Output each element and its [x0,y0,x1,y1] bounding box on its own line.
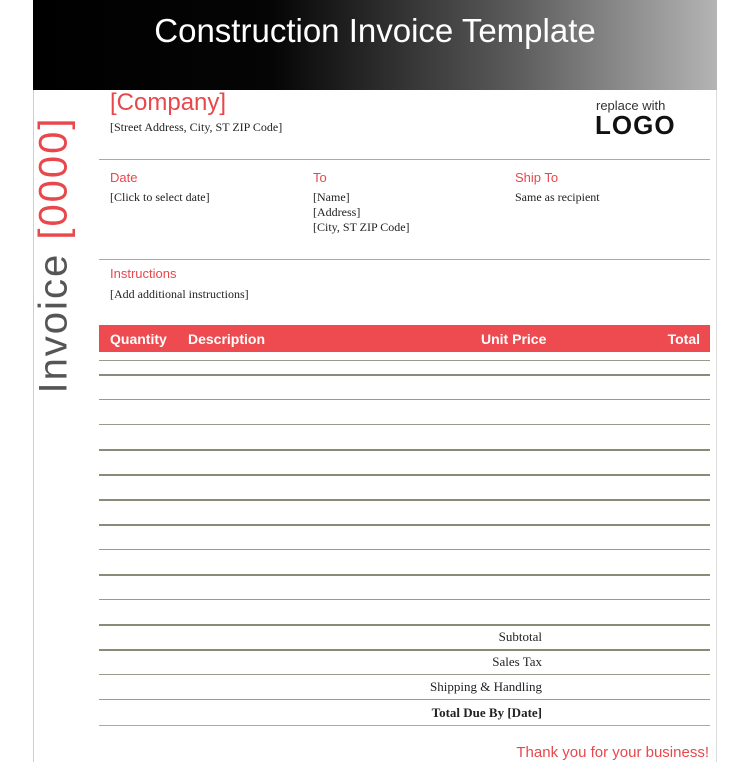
logo-placeholder[interactable]: LOGO [595,110,676,140]
table-row[interactable] [99,474,710,476]
company-name[interactable]: [Company] [110,89,227,116]
date-label: Date [110,170,138,185]
table-row[interactable] [99,599,710,600]
instructions-label: Instructions [110,266,177,281]
col-total: Total [667,331,700,347]
shipto-field[interactable]: Same as recipient [515,190,600,204]
table-row[interactable] [99,574,710,576]
instructions-field[interactable]: [Add additional instructions] [110,287,249,301]
sales-tax-row [99,674,710,675]
shipto-label: Ship To [515,170,559,185]
table-row[interactable] [99,499,710,501]
thank-you-note: Thank you for your business! [516,744,709,761]
invoice-number[interactable]: [0000] [31,116,76,240]
sales-tax-label: Sales Tax [492,654,542,669]
to-address[interactable]: [Address] [313,205,361,219]
col-description: Description [188,331,266,347]
table-row[interactable] [99,549,710,550]
title-banner [33,0,717,90]
col-quantity: Quantity [110,331,167,347]
shipping-row [99,699,710,700]
to-city[interactable]: [City, ST ZIP Code] [313,220,410,234]
table-row[interactable] [99,524,710,526]
header-divider [99,159,710,160]
items-table-header [99,325,710,352]
date-field[interactable]: [Click to select date] [110,190,210,204]
table-row[interactable] [99,449,710,451]
address-divider [99,259,710,260]
to-label: To [313,170,327,185]
subtotal-row [99,649,710,651]
invoice-word: Invoice [31,252,76,394]
logo-placeholder-caption: replace with [596,98,666,113]
table-row[interactable] [99,624,710,626]
shipping-label: Shipping & Handling [430,679,542,694]
banner-title: Construction Invoice Template [154,12,596,49]
table-row[interactable] [99,360,710,361]
right-border [716,90,717,762]
subtotal-label: Subtotal [498,629,542,644]
table-row[interactable] [99,424,710,425]
total-due-row [99,725,710,726]
company-address[interactable]: [Street Address, City, ST ZIP Code] [110,120,283,134]
to-name[interactable]: [Name] [313,190,350,204]
table-row[interactable] [99,399,710,400]
table-row[interactable] [99,374,710,376]
col-unit-price: Unit Price [481,331,547,347]
total-due-label: Total Due By [Date] [431,705,542,720]
